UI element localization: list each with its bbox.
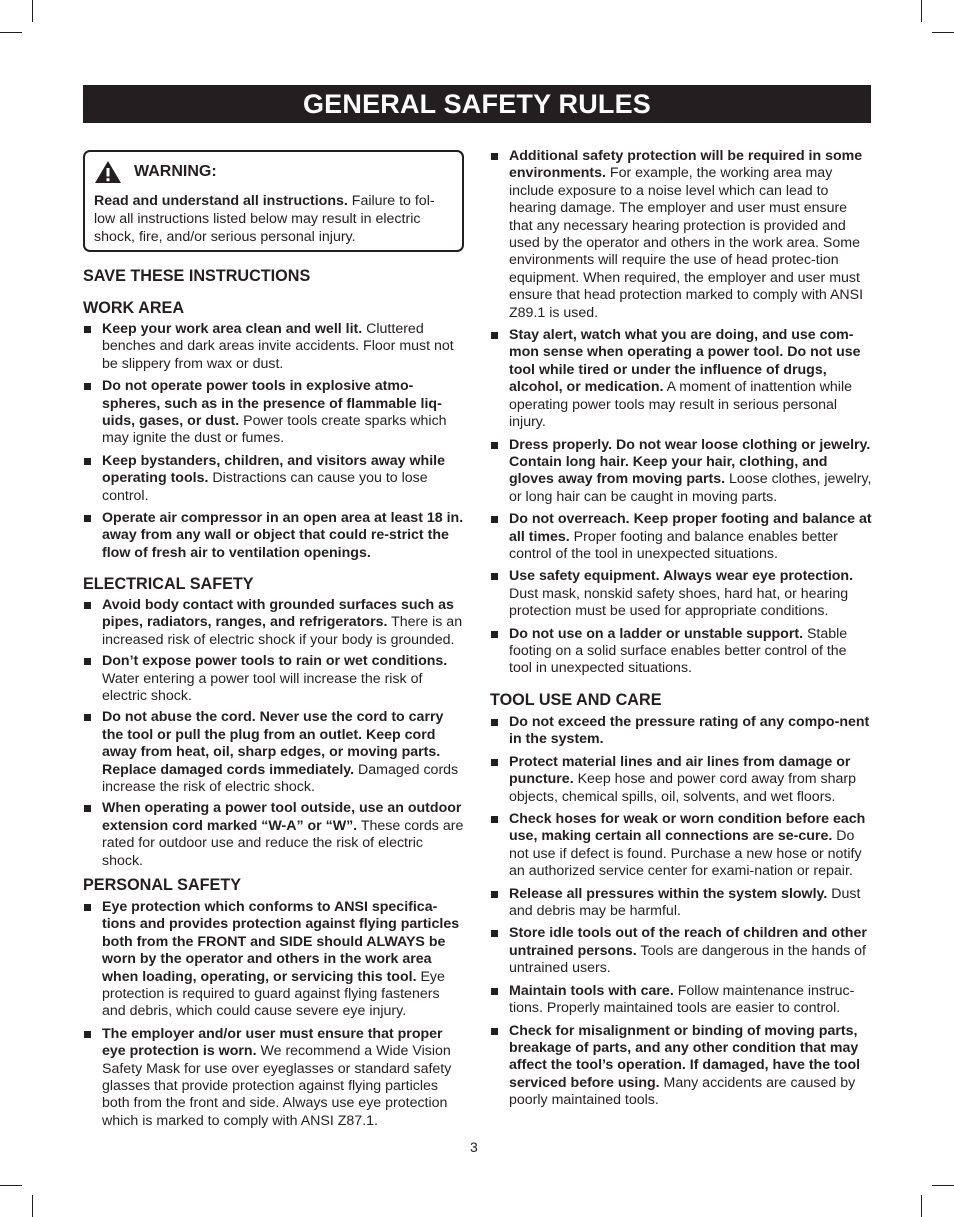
bullet-square-icon [84, 805, 91, 812]
item-text: For example, the working area may include exposure to a noise level which can lead to hearing damage. The employer and user must ensure that any necessary hearing protection is provided and used by the operator and others in the work area. Some environments will require the use of head protec-tion equipment. When required, the employer and user must ensure that head protection marked to comply with ANSI Z89.1 is used. [509, 165, 864, 321]
list-item [490, 327, 873, 431]
list-item [83, 510, 464, 562]
item-text: There is an increased risk of electric shock if your body is grounded. [102, 614, 463, 648]
bullet-square-icon [84, 714, 91, 721]
item-text: Stable footing on a solid surface enables better control of the tool in unexpected situations. [509, 625, 848, 677]
item-lead: Keep bystanders, children, and visitors away while operating tools. [102, 452, 445, 487]
item-text: Cluttered benches and dark areas invite accidents. Floor must not be slippery from wax or dust. [102, 321, 454, 372]
item-text: Many accidents are caused by poorly maintained tools. [509, 1074, 856, 1109]
item-text: Loose clothes, jewelry, or long hair can be caught in moving parts. [509, 471, 872, 505]
bullet-square-icon [491, 573, 498, 580]
item-text: Dust and debris may be harmful. [509, 885, 861, 920]
warning-body: Failure to fol-low all instructions listed below may result in electric shock, fire, and/or serious personal injury. [94, 193, 435, 245]
warning-triangle-icon [94, 160, 122, 184]
list-item [83, 597, 464, 649]
list-item [490, 886, 873, 921]
personal-safety-heading: PERSONAL SAFETY [83, 876, 242, 894]
item-text: Water entering a power tool will increase the risk of electric shock. [102, 670, 423, 705]
item-lead: Do not use on a ladder or unstable support. [509, 625, 804, 642]
crop-mark [0, 32, 22, 33]
item-lead: Do not operate power tools in explosive atmo-spheres, such as in the presence of flammable liq-uids, gases, or dust. [102, 378, 442, 430]
item-text: Do not use if defect is found. Purchase a new hose or notify an authorized service center for exami-nation or repair. [509, 828, 862, 880]
bullet-square-icon [84, 515, 91, 522]
bullet-square-icon [84, 458, 91, 465]
list-item [83, 899, 464, 1021]
list-item [490, 1023, 873, 1110]
crop-mark [932, 32, 954, 33]
bullet-square-icon [491, 930, 498, 937]
bullet-square-icon [491, 891, 498, 898]
bullet-square-icon [84, 602, 91, 609]
list-item [83, 653, 464, 705]
list-item [490, 568, 873, 620]
item-lead: Keep your work area clean and well lit. [102, 321, 363, 337]
crop-mark [0, 1185, 22, 1186]
item-lead: Avoid body contact with grounded surfaces such as pipes, radiators, ranges, and refrigerators. [102, 597, 454, 631]
item-lead: Release all pressures within the system slowly. [509, 885, 828, 902]
item-lead: Stay alert, watch what you are doing, and use com-mon sense when operating a power tool. Do not use tool while tired or under the influence of drugs, alcohol, or medication. [509, 327, 861, 396]
bullet-square-icon [491, 988, 498, 995]
item-text: We recommend a Wide Vision Safety Mask for use over eyeglasses or standard safety glasses that provide protection against flying particles both from the front and side. Always use eye protection which is marked to comply with ANSI Z87.1. [102, 1043, 452, 1129]
bullet-square-icon [84, 1031, 91, 1038]
list-item [83, 378, 464, 448]
list-item [83, 321, 464, 373]
item-lead: When operating a power tool outside, use an outdoor extension cord marked “W-A” or “W”. [102, 800, 462, 834]
bullet-square-icon [491, 332, 498, 339]
bullet-square-icon [491, 442, 498, 449]
list-item [490, 437, 873, 507]
item-text: Eye protection is required to guard against flying fasteners and debris, which could cause severe eye injury. [102, 968, 445, 1020]
item-lead: Don’t expose power tools to rain or wet conditions. [102, 653, 448, 670]
warning-heading: WARNING: [134, 163, 217, 180]
crop-mark [932, 1185, 954, 1186]
item-lead: Dress properly. Do not wear loose clothing or jewelry. Contain long hair. Keep your hair, clothing, and gloves away from moving parts. [509, 436, 871, 488]
item-lead: Eye protection which conforms to ANSI specifica-tions and provides protection against flying particles both from the FRONT and SIDE should ALWAYS be worn by the operator and others in the work area when loading, operating, or servicing this tool. [102, 899, 460, 985]
item-lead: Store idle tools out of the reach of children and other untrained persons. [509, 925, 867, 959]
item-lead: Check hoses for weak or worn condition before each use, making certain all connections are se-cure. [509, 811, 866, 845]
list-item [490, 925, 873, 977]
electrical-safety-heading: ELECTRICAL SAFETY [83, 575, 254, 593]
work-area-heading: WORK AREA [83, 299, 185, 317]
list-item [83, 453, 464, 505]
warning-lead: Read and understand all instructions. [94, 193, 348, 209]
personal-safety-list [83, 899, 464, 1130]
list-item [490, 811, 873, 881]
crop-mark [32, 0, 33, 22]
item-lead: The employer and/or user must ensure that proper eye protection is worn. [102, 1025, 443, 1060]
bullet-square-icon [84, 658, 91, 665]
item-text: Follow maintenance instruc-tions. Properly maintained tools are easier to control. [509, 982, 855, 1017]
item-text: A moment of inattention while operating power tools may result in serious personal injury. [509, 379, 853, 431]
warning-box [83, 150, 464, 252]
list-item [490, 754, 873, 806]
item-text: Power tools create sparks which may ignite the dust or fumes. [102, 413, 447, 447]
warning-header [94, 161, 217, 183]
bullet-square-icon [84, 326, 91, 333]
list-item [490, 626, 873, 678]
crop-mark [32, 1195, 33, 1217]
bullet-square-icon [491, 816, 498, 823]
item-lead: Do not exceed the pressure rating of any compo-nent in the system. [509, 714, 870, 748]
list-item [490, 983, 873, 1018]
page-number: 3 [470, 1139, 478, 1155]
work-area-list [83, 321, 464, 562]
bullet-square-icon [491, 516, 498, 523]
item-text: Tools are dangerous in the hands of untrained users. [509, 942, 866, 977]
item-text: Keep hose and power cord away from sharp objects, chemical spills, oil, solvents, and wet floors. [509, 771, 856, 805]
item-text: These cords are rated for outdoor use and reduce the risk of electric shock. [102, 817, 464, 869]
bullet-square-icon [491, 759, 498, 766]
bullet-square-icon [491, 153, 498, 160]
bullet-square-icon [84, 383, 91, 390]
electrical-safety-list [83, 597, 464, 870]
item-lead: Do not overreach. Keep proper footing and balance at all times. [509, 511, 872, 545]
item-text: Distractions can cause you to lose control. [102, 470, 428, 504]
item-text: Damaged cords increase the risk of electric shock. [102, 761, 459, 796]
item-lead: Operate air compressor in an open area at least 18 in. away from any wall or object that could re-strict the flow of fresh air to ventilation openings. [102, 510, 464, 561]
list-item [490, 714, 873, 749]
item-lead: Do not abuse the cord. Never use the cord to carry the tool or pull the plug from an outlet. Keep cord away from heat, oil, sharp edges, or moving parts. Replace damaged cords immediately. [102, 709, 444, 778]
bullet-square-icon [491, 631, 498, 638]
item-lead: Use safety equipment. Always wear eye protection. [509, 568, 854, 585]
list-item [490, 148, 873, 322]
personal-safety-list-continued [490, 148, 873, 678]
list-item [83, 1026, 464, 1130]
item-lead: Check for misalignment or binding of moving parts, breakage of parts, and any other condition that may affect the tool’s operation. If damaged, have the tool serviced before using. [509, 1022, 861, 1091]
list-item [83, 709, 464, 796]
list-item [83, 800, 464, 870]
save-instructions-heading: SAVE THESE INSTRUCTIONS [83, 267, 311, 285]
tool-use-heading: TOOL USE AND CARE [490, 691, 662, 709]
bullet-square-icon [491, 719, 498, 726]
bullet-square-icon [491, 1028, 498, 1035]
page-title: GENERAL SAFETY RULES [83, 85, 871, 123]
tool-use-list [490, 714, 873, 1110]
warning-text [94, 192, 446, 246]
crop-mark [921, 1195, 922, 1217]
bullet-square-icon [84, 904, 91, 911]
item-lead: Maintain tools with care. [509, 982, 674, 999]
crop-mark [921, 0, 922, 22]
item-lead: Additional safety protection will be required in some environments. [509, 148, 863, 182]
list-item [490, 511, 873, 563]
item-lead: Protect material lines and air lines from damage or puncture. [509, 753, 851, 788]
item-text: Proper footing and balance enables better control of the tool in unexpected situations. [509, 528, 838, 562]
item-text: Dust mask, nonskid safety shoes, hard hat, or hearing protection must be used for appropriate conditions. [509, 585, 849, 620]
